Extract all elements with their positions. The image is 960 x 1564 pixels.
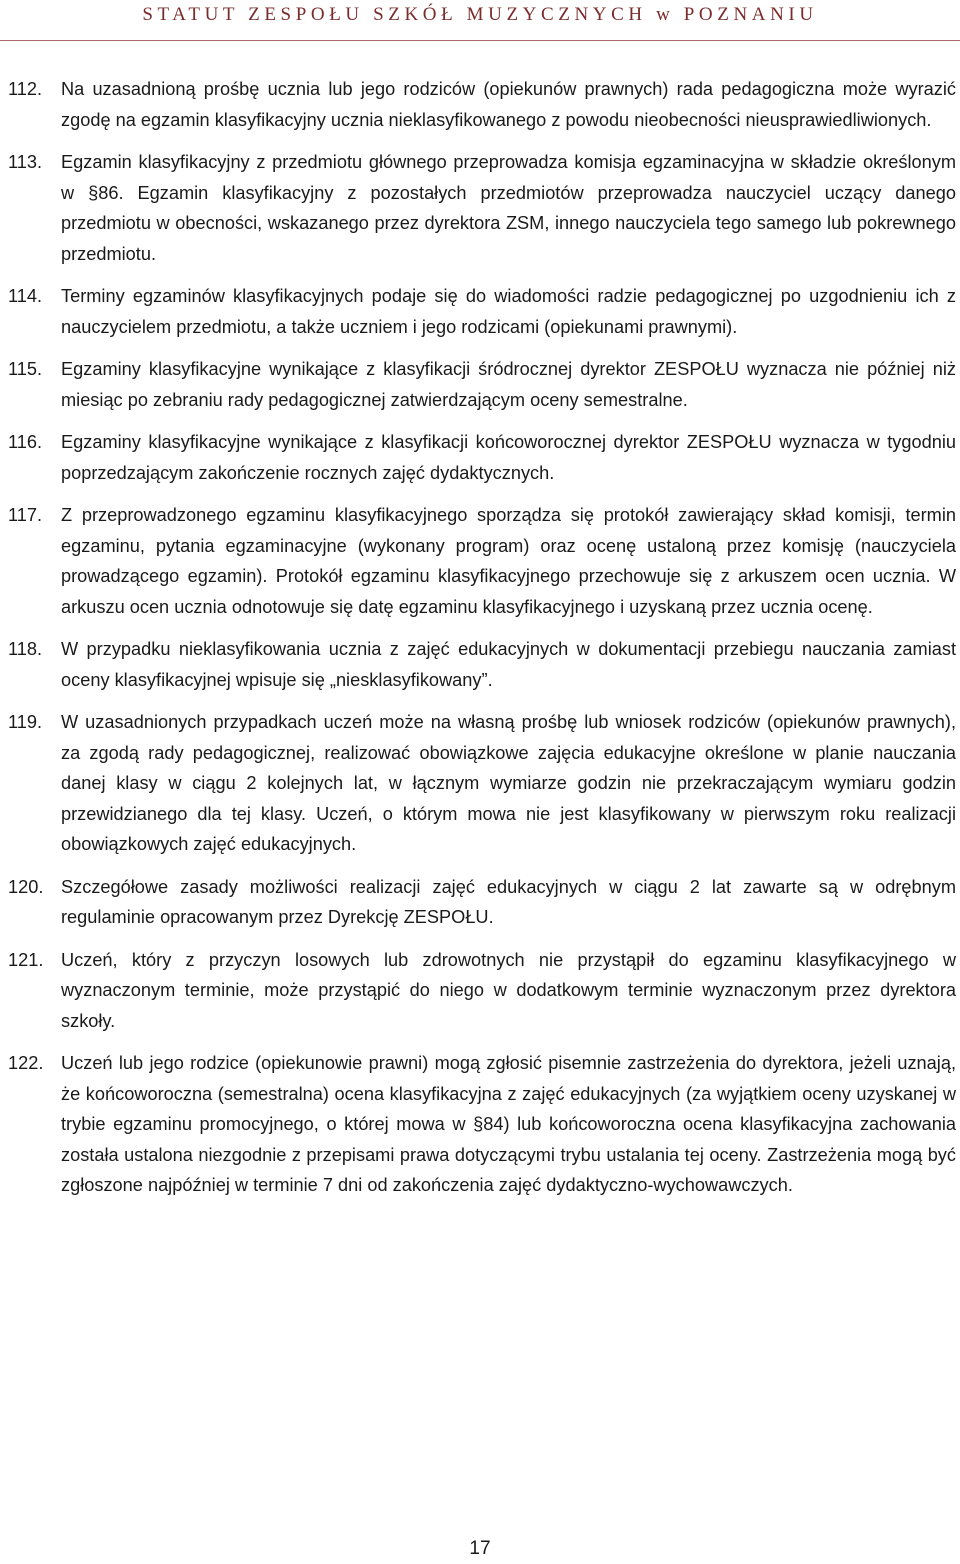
paragraph-text: Egzamin klasyfikacyjny z przedmiotu głównego przeprowadza komisja egzaminacyjna w składzie określonym w §86. Egzamin klasyfikacyjny z pozostałych przedmiotów przeprowadza nauczyciel uczący danego przedmiotu w obecności, wskazanego przez dyrektora ZSM, innego nauczyciela tego samego lub pokrewnego przedmiotu.: [61, 152, 956, 264]
paragraph-122: [8, 1048, 956, 1201]
page-number: 17: [469, 1538, 491, 1559]
paragraph-116: [8, 427, 956, 488]
paragraph-number: 122.: [8, 1053, 44, 1073]
paragraph-text: Egzaminy klasyfikacyjne wynikające z klasyfikacji śródrocznej dyrektor ZESPOŁU wyznacza nie później niż miesiąc po zebraniu rady pedagogicznej zatwierdzającym oceny semestralne.: [61, 359, 956, 410]
paragraph-113: [8, 147, 956, 269]
paragraph-117: [8, 500, 956, 622]
paragraph-number: 117.: [8, 505, 43, 525]
paragraph-text: W uzasadnionych przypadkach uczeń może na własną prośbę lub wniosek rodziców (opiekunów prawnych), za zgodą rady pedagogicznej, realizować obowiązkowe zajęcia edukacyjne określone w planie nauczania danej klasy w ciągu 2 kolejnych lat, w łącznym wymiarze godzin nie przekraczającym wymiaru godzin przewidzianego dla tej klasy. Uczeń, o którym mowa nie jest klasyfikowany w pierwszym roku realizacji obowiązkowych zajęć edukacyjnych.: [61, 712, 956, 854]
paragraph-text: Na uzasadnioną prośbę ucznia lub jego rodziców (opiekunów prawnych) rada pedagogiczna może wyrazić zgodę na egzamin klasyfikacyjny ucznia nieklasyfikowanego z powodu nieobecności nieusprawiedliwionych.: [61, 79, 956, 130]
paragraph-text: W przypadku nieklasyfikowania ucznia z zajęć edukacyjnych w dokumentacji przebiegu nauczania zamiast oceny klasyfikacyjnej wpisuje się „niesklasyfikowany”.: [61, 639, 956, 690]
paragraph-121: [8, 945, 956, 1037]
paragraph-114: [8, 281, 956, 342]
paragraph-number: 118.: [8, 639, 43, 659]
paragraph-number: 119.: [8, 712, 43, 732]
paragraph-text: Uczeń, który z przyczyn losowych lub zdrowotnych nie przystąpił do egzaminu klasyfikacyjnego w wyznaczonym terminie, może przystąpić do niego w dodatkowym terminie wyznaczonym przez dyrektora szkoły.: [61, 949, 956, 1031]
paragraph-120: [8, 872, 956, 933]
paragraph-119: [8, 707, 956, 860]
header-divider: [0, 40, 960, 41]
document-body: [8, 74, 956, 1213]
paragraph-text: Uczeń lub jego rodzice (opiekunowie prawni) mogą zgłosić pisemnie zastrzeżenia do dyrektora, jeżeli uznają, że końcoworoczna (semestralna) ocena klasyfikacyjna z zajęć edukacyjnych (za wyjątkiem oceny uzyskanej w trybie egzaminu promocyjnego, o której mowa w §84) lub końcoworoczna ocena klasyfikacyjna zachowania została ustalona niezgodnie z przepisami prawa dotyczącymi trybu ustalania tej oceny. Zastrzeżenia mogą być zgłoszone najpóźniej w terminie 7 dni od zakończenia zajęć dydaktyczno-wychowawczych.: [61, 1053, 956, 1195]
paragraph-text: Egzaminy klasyfikacyjne wynikające z klasyfikacji końcoworocznej dyrektor ZESPOŁU wyznacza w tygodniu poprzedzającym zakończenie rocznych zajęć dydaktycznych.: [61, 432, 956, 483]
paragraph-number: 113.: [8, 152, 43, 172]
paragraph-number: 114.: [8, 286, 43, 306]
paragraph-115: [8, 354, 956, 415]
paragraph-number: 120.: [8, 876, 44, 897]
document-header: STATUT ZESPOŁU SZKÓŁ MUZYCZNYCH w POZNANIU: [142, 4, 818, 25]
paragraph-number: 112.: [8, 79, 43, 99]
paragraph-text: Szczegółowe zasady możliwości realizacji zajęć edukacyjnych w ciągu 2 lat zawarte są w odrębnym regulaminie opracowanym przez Dyrekcję ZESPOŁU.: [61, 876, 956, 927]
paragraph-text: Terminy egzaminów klasyfikacyjnych podaje się do wiadomości radzie pedagogicznej po uzgodnieniu ich z nauczycielem przedmiotu, a także uczniem i jego rodzicami (opiekunami prawnymi).: [61, 286, 956, 337]
paragraph-118: [8, 634, 956, 695]
paragraph-number: 115.: [8, 359, 43, 379]
paragraph-112: [8, 74, 956, 135]
paragraph-number: 116.: [8, 432, 43, 452]
paragraph-text: Z przeprowadzonego egzaminu klasyfikacyjnego sporządza się protokół zawierający skład komisji, termin egzaminu, pytania egzaminacyjne (wykonany program) oraz ocenę ustaloną przez komisję (nauczyciela prowadzącego egzamin). Protokół egzaminu klasyfikacyjnego przechowuje się z arkuszem ocen ucznia. W arkuszu ocen ucznia odnotowuje się datę egzaminu klasyfikacyjnego i uzyskaną przez ucznia ocenę.: [61, 505, 956, 617]
paragraph-number: 121.: [8, 949, 44, 970]
